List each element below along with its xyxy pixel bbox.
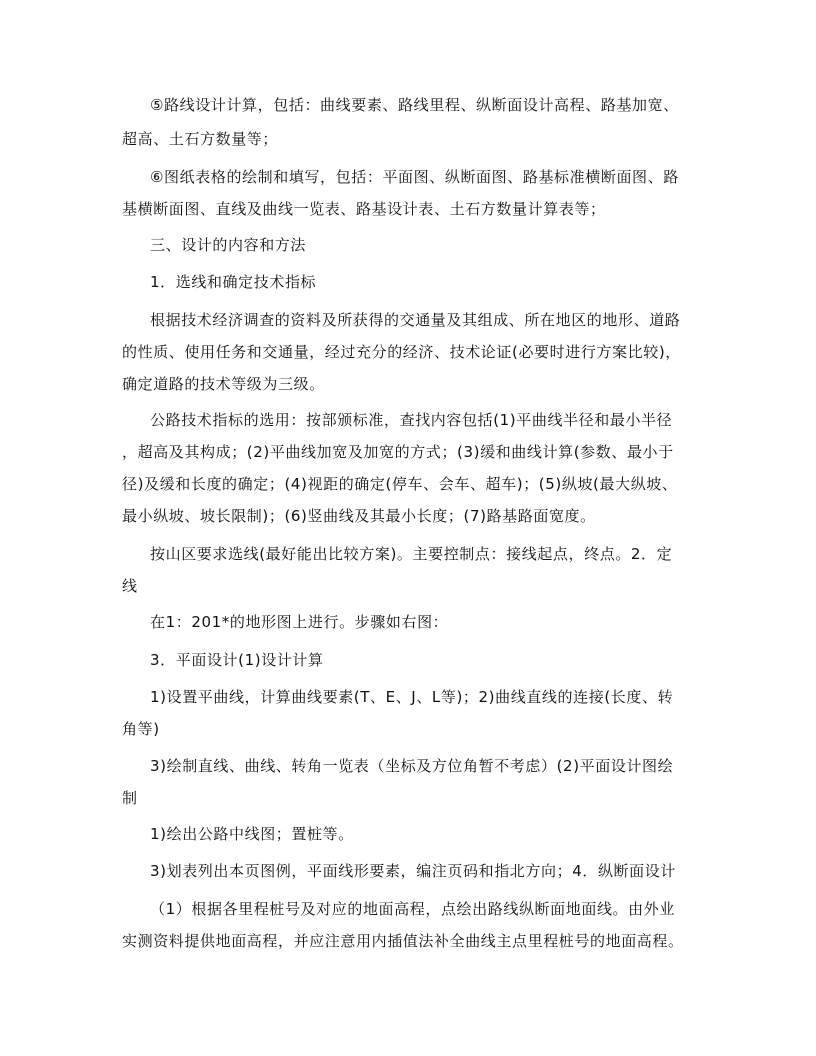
text-line: 在1：201*的地形图上进行。步骤如右图：	[150, 613, 449, 631]
text-line: 超高、土石方数量等；	[122, 130, 279, 148]
text-line: ⑤路线设计计算，包括：曲线要素、路线里程、纵断面设计高程、路基加宽、	[150, 96, 679, 114]
text-line: （1）根据各里程桩号及对应的地面高程，点绘出路线纵断面地面线。由外业	[150, 900, 675, 918]
text-line: 径)及缓和长度的确定；(4)视距的确定(停车、会车、超车)；(5)纵坡(最大纵坡、	[122, 475, 678, 493]
text-line: 公路技术指标的选用：按部颁标准，查找内容包括(1)平曲线半径和最小半径	[150, 411, 673, 429]
text-line: 线	[122, 577, 138, 595]
text-line: 确定道路的技术等级为三级。	[122, 375, 325, 393]
subsection-heading: 3．平面设计(1)设计计算	[150, 651, 324, 669]
text-line: 3)绘制直线、曲线、转角一览表（坐标及方位角暂不考虑）(2)平面设计图绘	[150, 757, 674, 775]
text-line: 1)绘出公路中线图；置桩等。	[150, 825, 354, 843]
text-line: 制	[122, 789, 138, 807]
subsection-heading: 1．选线和确定技术指标	[150, 273, 317, 291]
text-line: 1)设置平曲线，计算曲线要素(T、E、J、L等)；2)曲线直线的连接(长度、转	[150, 688, 674, 706]
text-line: 实测资料提供地面高程，并应注意用内插值法补全曲线主点里程桩号的地面高程。	[122, 932, 684, 950]
text-line: ⑥图纸表格的绘制和填写，包括：平面图、纵断面图、路基标准横断面图、路	[150, 168, 679, 186]
text-line: 3)划表列出本页图例，平面线形要素，编注页码和指北方向；4．纵断面设计	[150, 862, 676, 880]
text-line: 基横断面图、直线及曲线一览表、路基设计表、土石方数量计算表等；	[122, 200, 606, 218]
text-line: 最小纵坡、坡长限制)；(6)竖曲线及其最小长度；(7)路基路面宽度。	[122, 507, 596, 525]
text-line: 根据技术经济调查的资料及所获得的交通量及其组成、所在地区的地形、道路	[150, 311, 681, 329]
text-line: 按山区要求选线(最好能出比较方案)。主要控制点：接线起点，终点。2．定	[150, 545, 673, 563]
section-heading: 三、设计的内容和方法	[150, 236, 307, 254]
text-line: 的性质、使用任务和交通量，经过充分的经济、技术论证(必要时进行方案比较)，	[122, 343, 681, 361]
text-line: 角等)	[122, 720, 160, 738]
text-line: ，超高及其构成；(2)平曲线加宽及加宽的方式；(3)缓和曲线计算(参数、最小于	[122, 443, 674, 461]
